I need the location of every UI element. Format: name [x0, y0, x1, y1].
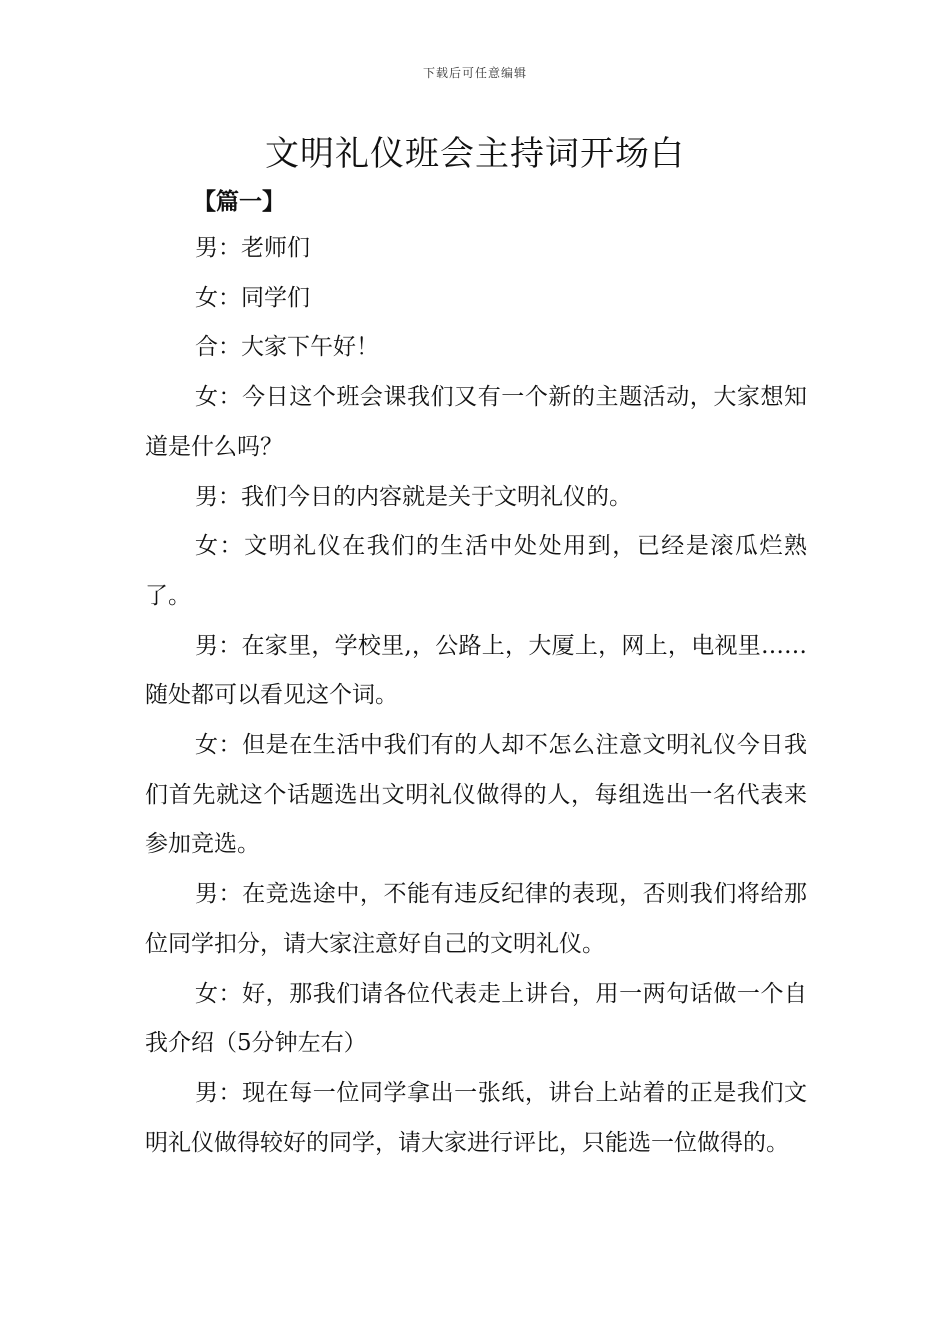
- section-label: 【篇一】: [193, 188, 285, 215]
- paragraph: 男：在家里，学校里,，公路上，大厦上，网上，电视里……随处都可以看见这个词。: [145, 632, 807, 709]
- paragraph: 男：老师们: [195, 235, 310, 261]
- paragraph: 男：在竞选途中，不能有违反纪律的表现，否则我们将给那位同学扣分，请大家注意好自己的文明礼仪。: [145, 881, 807, 957]
- paragraph: 男：我们今日的内容就是关于文明礼仪的。: [195, 483, 632, 510]
- document-title: 文明礼仪班会主持词开场白: [265, 134, 685, 174]
- paragraph: 女：好，那我们请各位代表走上讲台，用一两句话做一个自我介绍（5分钟左右）: [145, 980, 807, 1057]
- paragraph: 女：但是在生活中我们有的人却不怎么注意文明礼仪今日我们首先就这个话题选出文明礼仪做得的人，每组选出一名代表来参加竞选。: [145, 732, 807, 858]
- paragraph: 合：大家下午好！: [195, 334, 379, 361]
- paragraph: 女：今日这个班会课我们又有一个新的主题活动，大家想知道是什么吗？: [145, 384, 807, 460]
- paragraph: 女：同学们: [195, 284, 310, 311]
- page-header-note: 下载后可任意编辑: [422, 66, 527, 80]
- paragraph: 女：文明礼仪在我们的生活中处处用到，已经是滚瓜烂熟了。: [145, 533, 807, 609]
- paragraph: 男：现在每一位同学拿出一张纸，讲台上站着的正是我们文明礼仪做得较好的同学，请大家进行评比，只能选一位做得的。: [145, 1079, 807, 1156]
- document-body: [145, 224, 807, 1168]
